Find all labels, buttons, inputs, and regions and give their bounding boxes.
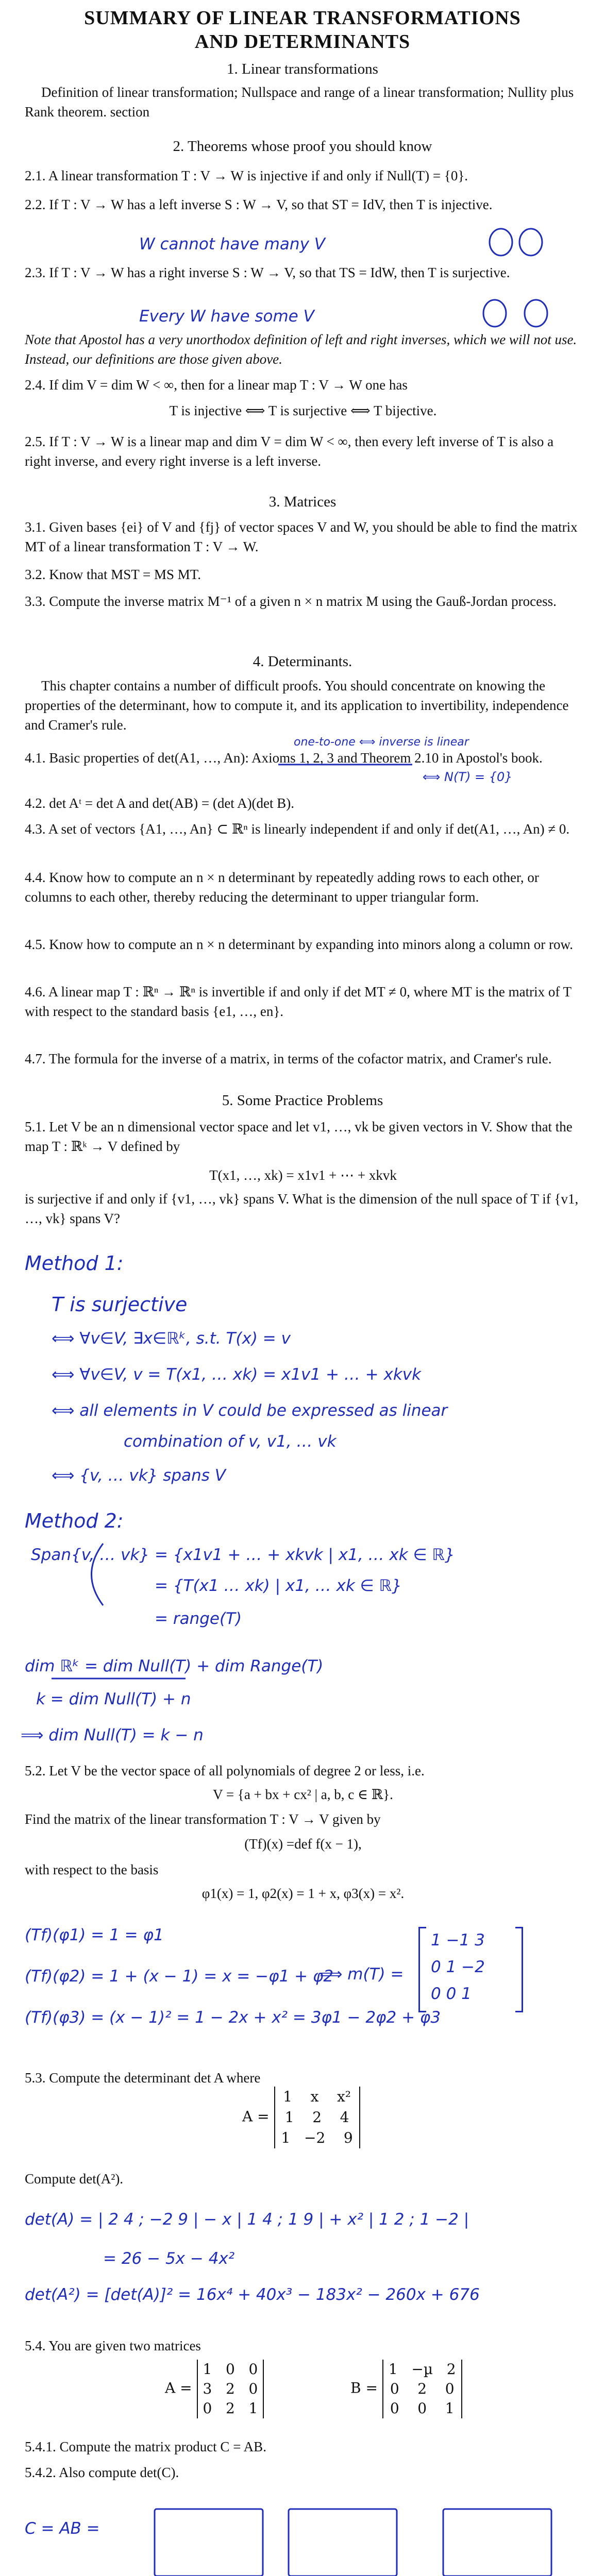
problem-5-2-basis-text: with respect to the basis (25, 1862, 159, 1877)
hw-matrix-right-bracket (515, 1927, 523, 2012)
hw-matrix-label: ⟹ m(T) = (320, 1965, 404, 1984)
theorem-2-1: 2.1. A linear transformation T : V → W is injective if and only if Null(T) = {0}. (25, 168, 468, 183)
hw-method-2: Method 2: (25, 1510, 124, 1532)
problem-5-3: 5.3. Compute the determinant det A where (25, 2070, 261, 2086)
hw-dim-line-3: ⟹ dim Null(T) = k − n (21, 1726, 204, 1744)
theorem-2-4-equivalence: T is injective ⟺ T is surjective ⟺ T bijective. (169, 403, 437, 418)
hw-m2-line-a: Span{v, … vk} = {x1v1 + … + xkvk | x1, … xk ∈ ℝ} (31, 1546, 455, 1564)
document-title: SUMMARY OF LINEAR TRANSFORMATIONS AND DETERMINANTS (84, 7, 521, 53)
problem-5-2: 5.2. Let V be the vector space of all polynomials of degree 2 or less, i.e. (25, 1763, 425, 1778)
matrix-A-label: A = (242, 2108, 270, 2125)
section-heading-3: 3. Matrices (268, 494, 337, 510)
section-heading-2: 2. Theorems whose proof you should know (173, 138, 432, 155)
hw-m1-line-c: ⟺ ∀v∈V, v = T(x1, … xk) = x1v1 + … + xkvk (52, 1365, 422, 1384)
problem-5-3-square: Compute det(A²). (25, 2171, 124, 2187)
item-4-5: 4.5. Know how to compute an n × n determinant by expanding into minors along a column or row. (25, 937, 574, 952)
problem-5-2-basis: φ1(x) = 1, φ2(x) = 1 + x, φ3(x) = x². (201, 1886, 405, 1901)
problem-5-1-map: T(x1, …, xk) = x1v1 + ⋯ + xkvk (209, 1167, 397, 1183)
problem-5-2-space: V = {a + bx + cx² | a, b, c ∈ ℝ}. (213, 1787, 393, 1802)
hw-det-A: det(A) = | 2 4 ; −2 9 | − x | 1 4 ; 1 9 | + x² | 1 2 ; 1 −2 | (25, 2210, 469, 2229)
circle-W-mark (519, 229, 542, 256)
problem-5-4: 5.4. You are given two matrices (25, 2338, 201, 2353)
hw-matrix-row-2: 0 1 −2 (431, 1958, 485, 1976)
section-heading-1: 1. Linear transformations (227, 61, 378, 77)
section-4-intro: This chapter contains a number of difficult proofs. You should concentrate on knowing the properties of the determinant, how to compute it, and its application to invertibility, independence and Cramer's rule. (25, 678, 569, 733)
hw-m2-line-c: = range(T) (155, 1609, 242, 1628)
matrix-A-5-3: A = 1 x x² 1 2 4 1 −2 9 (242, 2087, 360, 2148)
section-heading-4: 4. Determinants. (253, 653, 352, 670)
problem-5-4-1: 5.4.1. Compute the matrix product C = AB. (25, 2439, 266, 2454)
hw-m2-line-b: = {T(x1 … xk) | x1, … xk ∈ ℝ} (155, 1577, 402, 1595)
matrix-B-5-4: B = 1 −µ 2 0 2 0 0 0 1 (350, 2360, 462, 2418)
section-heading-5: 5. Some Practice Problems (222, 1092, 383, 1109)
item-4-1: 4.1. Basic properties of det(A1, …, An): Axioms 1, 2, 3 and Theorem 2.10 in Apostol's book. (25, 750, 543, 766)
handwritten-note-2-2: W cannot have many V (139, 235, 325, 253)
hw-m1-line-b: ⟺ ∀v∈V, ∃x∈ℝᵏ, s.t. T(x) = v (52, 1329, 291, 1348)
problem-5-4-2: 5.4.2. Also compute det(C). (25, 2465, 179, 2480)
circle-V-mark (490, 229, 512, 256)
item-4-7: 4.7. The formula for the inverse of a matrix, in terms of the cofactor matrix, and Cramer's rule. (25, 1051, 552, 1066)
hw-t-phi3: (Tf)(φ3) = (x − 1)² = 1 − 2x + x² = 3φ1 − 2φ2 + φ3 (25, 2008, 441, 2027)
hw-t-phi2: (Tf)(φ2) = 1 + (x − 1) = x = −φ1 + φ2 (25, 1967, 334, 1986)
theorem-2-3: 2.3. If T : V → W has a right inverse S : W → V, so that TS = IdW, then T is surjective. (25, 265, 510, 280)
item-3-3: 3.3. Compute the inverse matrix M⁻¹ of a given n × n matrix M using the Gauß-Jordan process. (25, 594, 557, 609)
hw-det-A-result: = 26 − 5x − 4x² (103, 2249, 235, 2268)
matrix-A-5-4: A = 1 0 0 3 2 0 0 2 1 (165, 2360, 264, 2418)
hw-dim-line-1: dim ℝᵏ = dim Null(T) + dim Range(T) (25, 1657, 324, 1675)
item-4-2: 4.2. det Aᵗ = det A and det(AB) = (det A)(det B). (25, 795, 295, 811)
theorem-2-5: 2.5. If T : V → W is a linear map and dim V = dim W < ∞, then every left inverse of T is also a right inverse, and every right inverse is a left inverse. (25, 434, 554, 469)
handwritten-note-2-3: Every W have some V (139, 307, 314, 326)
note-inverses: Note that Apostol has a very unorthodox definition of left and right inverses, which we will not use. Instead, our definitions are those given above. (25, 332, 577, 367)
section-1-intro: Definition of linear transformation; Nullspace and range of a linear transformation; Nullity plus Rank theorem. section (25, 84, 574, 120)
hw-matrix-left-bracket (418, 1927, 426, 2012)
problem-5-2-find: Find the matrix of the linear transformation T : V → V given by (25, 1811, 381, 1827)
handwritten-note-4-1a: one-to-one ⟺ inverse is linear (294, 736, 469, 749)
theorem-2-2: 2.2. If T : V → W has a left inverse S : W → V, so that ST = IdV, then T is injective. (25, 197, 493, 212)
hw-C-product: C = AB = (25, 2519, 100, 2538)
problem-5-2-map: (Tf)(x) =def f(x − 1), (244, 1836, 362, 1852)
handwritten-note-4-1b: ⟺ N(T) = {0} (423, 770, 513, 784)
item-3-2: 3.2. Know that MST = MS MT. (25, 567, 201, 582)
hw-m1-line-e: combination of v, v1, … vk (124, 1432, 337, 1451)
hw-matrix-row-1: 1 −1 3 (431, 1931, 485, 1950)
item-4-3: 4.3. A set of vectors {A1, …, An} ⊂ ℝⁿ is linearly independent if and only if det(A1, …, An) ≠ 0. (25, 821, 570, 837)
hw-m1-line-d: ⟺ all elements in V could be expressed as linear (52, 1401, 448, 1420)
theorem-2-4: 2.4. If dim V = dim W < ∞, then for a linear map T : V → W one has (25, 377, 408, 393)
hw-m1-line-a: T is surjective (52, 1293, 188, 1316)
circle-W-mark-2 (483, 300, 506, 327)
hw-method-1: Method 1: (25, 1252, 124, 1275)
circle-V-mark-2 (525, 300, 547, 327)
item-4-4: 4.4. Know how to compute an n × n determinant by repeatedly adding rows to each other, or columns to each other, thereby reducing the determinant to upper triangular form. (25, 870, 539, 905)
hw-t-phi1: (Tf)(φ1) = 1 = φ1 (25, 1926, 164, 1944)
hw-dim-line-2: k = dim Null(T) + n (36, 1690, 191, 1708)
hw-matrix-row-3: 0 0 1 (431, 1985, 472, 2003)
problem-5-1-question: is surjective if and only if {v1, …, vk} spans V. What is the dimension of the null space of T if {v1, …, vk} spans V? (25, 1191, 579, 1226)
hw-det-A-squared: det(A²) = [det(A)]² = 16x⁴ + 40x³ − 183x² − 260x + 676 (25, 2285, 480, 2304)
item-4-6: 4.6. A linear map T : ℝⁿ → ℝⁿ is invertible if and only if det MT ≠ 0, where MT is the matrix of T with respect to the standard basis {e1, …, en}. (25, 984, 572, 1019)
hw-m1-line-f: ⟺ {v, … vk} spans V (52, 1466, 226, 1485)
problem-5-1: 5.1. Let V be an n dimensional vector space and let v1, …, vk be given vectors in V. Show that the map T : ℝᵏ → V defined by (25, 1119, 573, 1154)
item-3-1: 3.1. Given bases {ei} of V and {fj} of vector spaces V and W, you should be able to find the matrix MT of a linear transformation T : V → W. (25, 519, 578, 554)
